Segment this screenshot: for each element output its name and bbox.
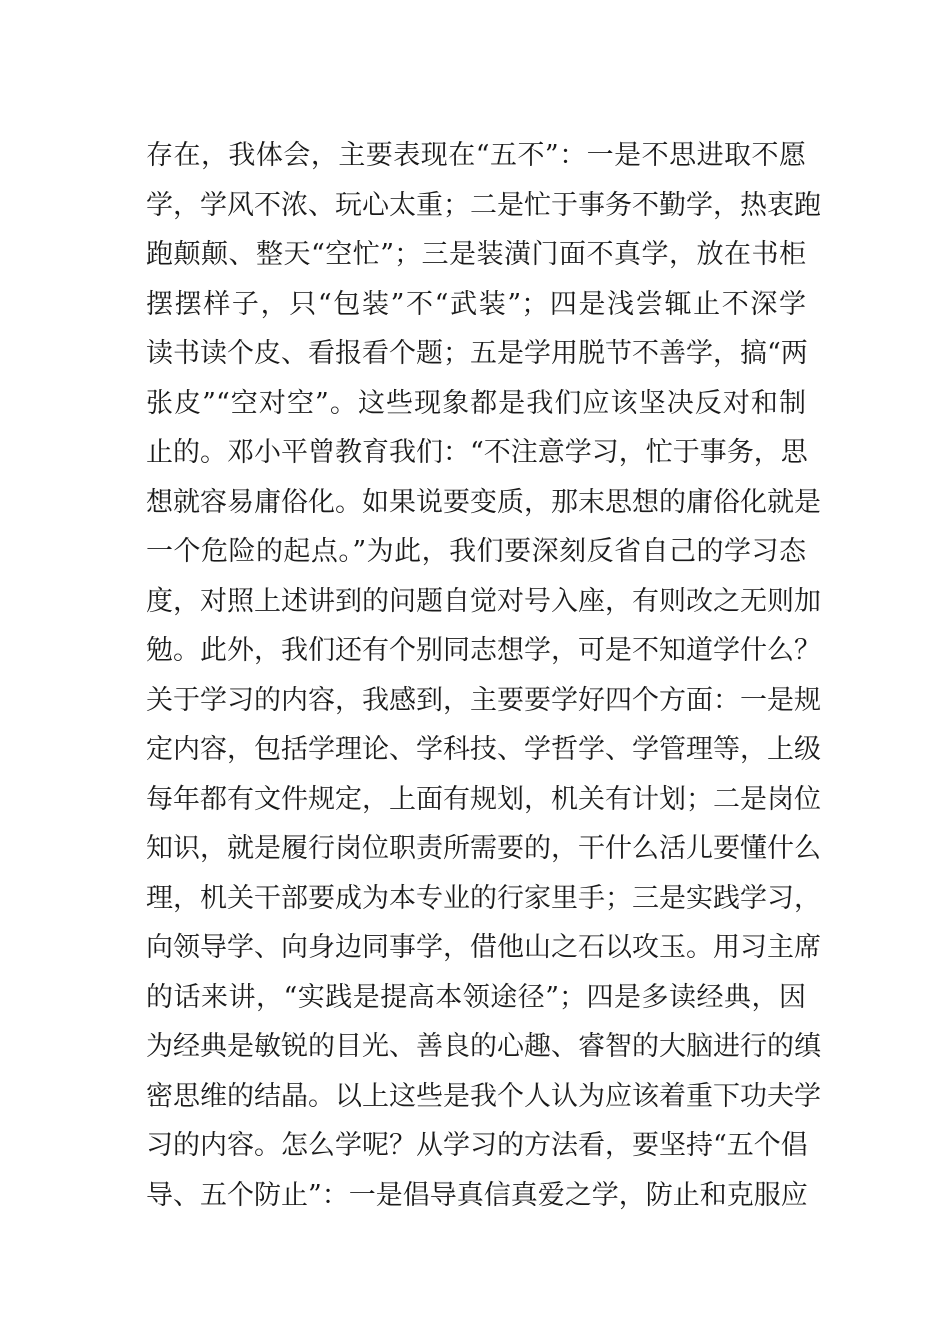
text-line-9: 一个危险的起点。”为此，我们要深刻反省自己的学习态 xyxy=(146,536,806,567)
text-line-11: 勉。此外，我们还有个别同志想学，可是不知道学什么？ xyxy=(146,635,821,666)
text-line-20: 密思维的结晶。以上这些是我个人认为应该着重下功夫学 xyxy=(146,1080,821,1112)
document-body xyxy=(146,131,821,1220)
text-line-13: 定内容，包括学理论、学科技、学哲学、学管理等，上级 xyxy=(146,734,821,765)
text-line-3: 跑颠颠、整天“空忙”；三是装潢门面不真学，放在书柜 xyxy=(146,239,806,270)
text-line-12: 关于学习的内容，我感到，主要要学好四个方面：一是规 xyxy=(146,684,821,716)
text-line-10: 度，对照上述讲到的问题自觉对号入座，有则改之无则加 xyxy=(146,585,821,617)
text-line-7: 止的。邓小平曾教育我们：“不注意学习，忙于事务，思 xyxy=(146,437,808,468)
text-line-1: 存在，我体会，主要表现在“五不”：一是不思进取不愿 xyxy=(146,140,806,171)
text-line-21: 习的内容。怎么学呢？从学习的方法看，要坚持“五个倡 xyxy=(146,1130,808,1161)
text-line-8: 想就容易庸俗化。如果说要变质，那末思想的庸俗化就是 xyxy=(146,486,821,518)
text-line-17: 向领导学、向身边同事学，借他山之石以攻玉。用习主席 xyxy=(146,932,821,963)
text-line-18: 的话来讲，“实践是提高本领途径”；四是多读经典，因 xyxy=(146,981,806,1013)
text-line-2: 学，学风不浓、玩心太重；二是忙于事务不勤学，热衷跑 xyxy=(146,189,821,221)
text-line-5: 读书读个皮、看报看个题；五是学用脱节不善学，搞“两 xyxy=(146,338,808,369)
text-line-4: 摆摆样子，只“包装”不“武装”；四是浅尝辄止不深学 xyxy=(146,288,806,320)
text-line-14: 每年都有文件规定，上面有规划，机关有计划；二是岗位 xyxy=(146,783,821,815)
text-line-19: 为经典是敏锐的目光、善良的心趣、睿智的大脑进行的缜 xyxy=(146,1031,821,1062)
text-line-22: 导、五个防止”：一是倡导真信真爱之学，防止和克服应 xyxy=(146,1179,808,1211)
text-line-6: 张皮”“空对空”。这些现象都是我们应该坚决反对和制 xyxy=(146,387,806,419)
text-line-15: 知识，就是履行岗位职责所需要的，干什么活儿要懂什么 xyxy=(146,833,821,864)
text-line-16: 理，机关干部要成为本专业的行家里手；三是实践学习， xyxy=(146,882,821,914)
